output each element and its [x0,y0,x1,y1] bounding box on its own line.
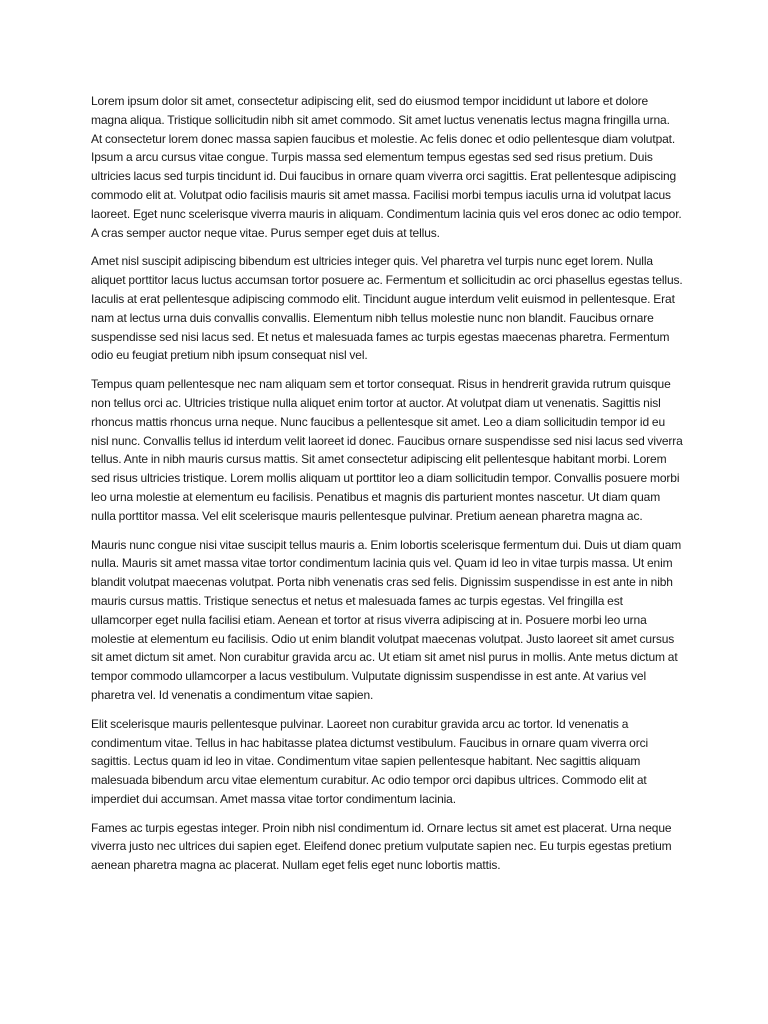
paragraph-1: Lorem ipsum dolor sit amet, consectetur adipiscing elit, sed do eiusmod tempor incididunt ut labore et dolore magna aliqua. Tristique sollicitudin nibh sit amet commodo. Sit amet luctus venenatis lectus magna fringilla urna. At consectetur lorem donec massa sapien faucibus et molestie. Ac felis donec et odio pellentesque diam volutpat. Ipsum a arcu cursus vitae congue. Turpis massa sed elementum tempus egestas sed sed risus pretium. Duis ultricies lacus sed turpis tincidunt id. Dui faucibus in ornare quam viverra orci sagittis. Erat pellentesque adipiscing commodo elit at. Volutpat odio facilisis mauris sit amet massa. Facilisi morbi tempus iaculis urna id volutpat lacus laoreet. Eget nunc scelerisque viverra mauris in aliquam. Condimentum lacinia quis vel eros donec ac odio tempor. A cras semper auctor neque vitae. Purus semper eget duis at tellus. [91,94,682,240]
paragraph-6: Fames ac turpis egestas integer. Proin nibh nisl condimentum id. Ornare lectus sit amet est placerat. Urna neque viverra justo nec ultrices dui sapien eget. Eleifend donec pretium vulputate sapien nec. Eu turpis egestas pretium aenean pharetra magna ac placerat. Nullam eget felis eget nunc lobortis mattis. [91,820,672,873]
paragraph-4: Mauris nunc congue nisi vitae suscipit tellus mauris a. Enim lobortis scelerisque fermentum dui. Duis ut diam quam nulla. Mauris sit amet massa vitae tortor condimentum lacinia quis vel. Quam id leo in vitae turpis massa. Ut enim blandit volutpat maecenas volutpat. Porta nibh venenatis cras sed felis. Dignissim suspendisse in est ante in nibh mauris cursus mattis. Tristique senectus et netus et malesuada fames ac turpis egestas. Vel fringilla est ullamcorper eget nulla facilisi etiam. Aenean et tortor at risus viverra adipiscing at in. Posuere morbi leo urna molestie at elementum eu facilisis. Odio ut enim blandit volutpat maecenas volutpat. Justo laoreet sit amet cursus sit amet dictum sit amet. Non curabitur gravida arcu ac. Ut etiam sit amet nisl purus in mollis. Ante metus dictum at tempor commodo ullamcorper a lacus vestibulum. Vulputate dignissim suspendisse in est ante. At varius vel pharetra vel. Id venenatis a condimentum vitae sapien. [91,537,682,702]
paragraph-5: Elit scelerisque mauris pellentesque pulvinar. Laoreet non curabitur gravida arcu ac tortor. Id venenatis a condimentum vitae. Tellus in hac habitasse platea dictumst vestibulum. Faucibus in ornare quam viverra orci sagittis. Lectus quam id leo in vitae. Condimentum vitae sapien pellentesque habitant. Nec sagittis aliquam malesuada bibendum arcu vitae elementum curabitur. Ac odio tempor orci dapibus ultrices. Commodo elit at imperdiet dui accumsan. Amet massa vitae tortor condimentum lacinia. [91,716,649,806]
document-body [91,92,683,885]
paragraph-3: Tempus quam pellentesque nec nam aliquam sem et tortor consequat. Risus in hendrerit gravida rutrum quisque non tellus orci ac. Ultricies tristique nulla aliquet enim tortor at auctor. At volutpat diam ut venenatis. Sagittis nisl rhoncus mattis rhoncus urna neque. Nunc faucibus a pellentesque sit amet. Leo a diam sollicitudin tempor id eu nisl nunc. Convallis tellus id interdum velit laoreet id donec. Faucibus ornare suspendisse sed nisi lacus sed viverra tellus. Ante in nibh mauris cursus mattis. Sit amet consectetur adipiscing elit pellentesque habitant morbi. Lorem sed risus ultricies tristique. Lorem mollis aliquam ut porttitor leo a diam sollicitudin tempor. Convallis posuere morbi leo urna molestie at elementum eu facilisis. Penatibus et magnis dis parturient montes nascetur. Ut diam quam nulla porttitor massa. Vel elit scelerisque mauris pellentesque pulvinar. Pretium aenean pharetra magna ac. [91,377,683,523]
paragraph-2: Amet nisl suscipit adipiscing bibendum est ultricies integer quis. Vel pharetra vel turpis nunc eget lorem. Nulla aliquet porttitor lacus luctus accumsan tortor posuere ac. Fermentum et sollicitudin ac orci phasellus egestas tellus. Iaculis at erat pellentesque adipiscing commodo elit. Tincidunt augue interdum velit euismod in pellentesque. Erat nam at lectus urna duis convallis convallis. Elementum nibh tellus molestie nunc non blandit. Faucibus ornare suspendisse sed nisi lacus sed. Et netus et malesuada fames ac turpis egestas maecenas pharetra. Fermentum odio eu feugiat pretium nibh ipsum consequat nisl vel. [91,254,683,363]
